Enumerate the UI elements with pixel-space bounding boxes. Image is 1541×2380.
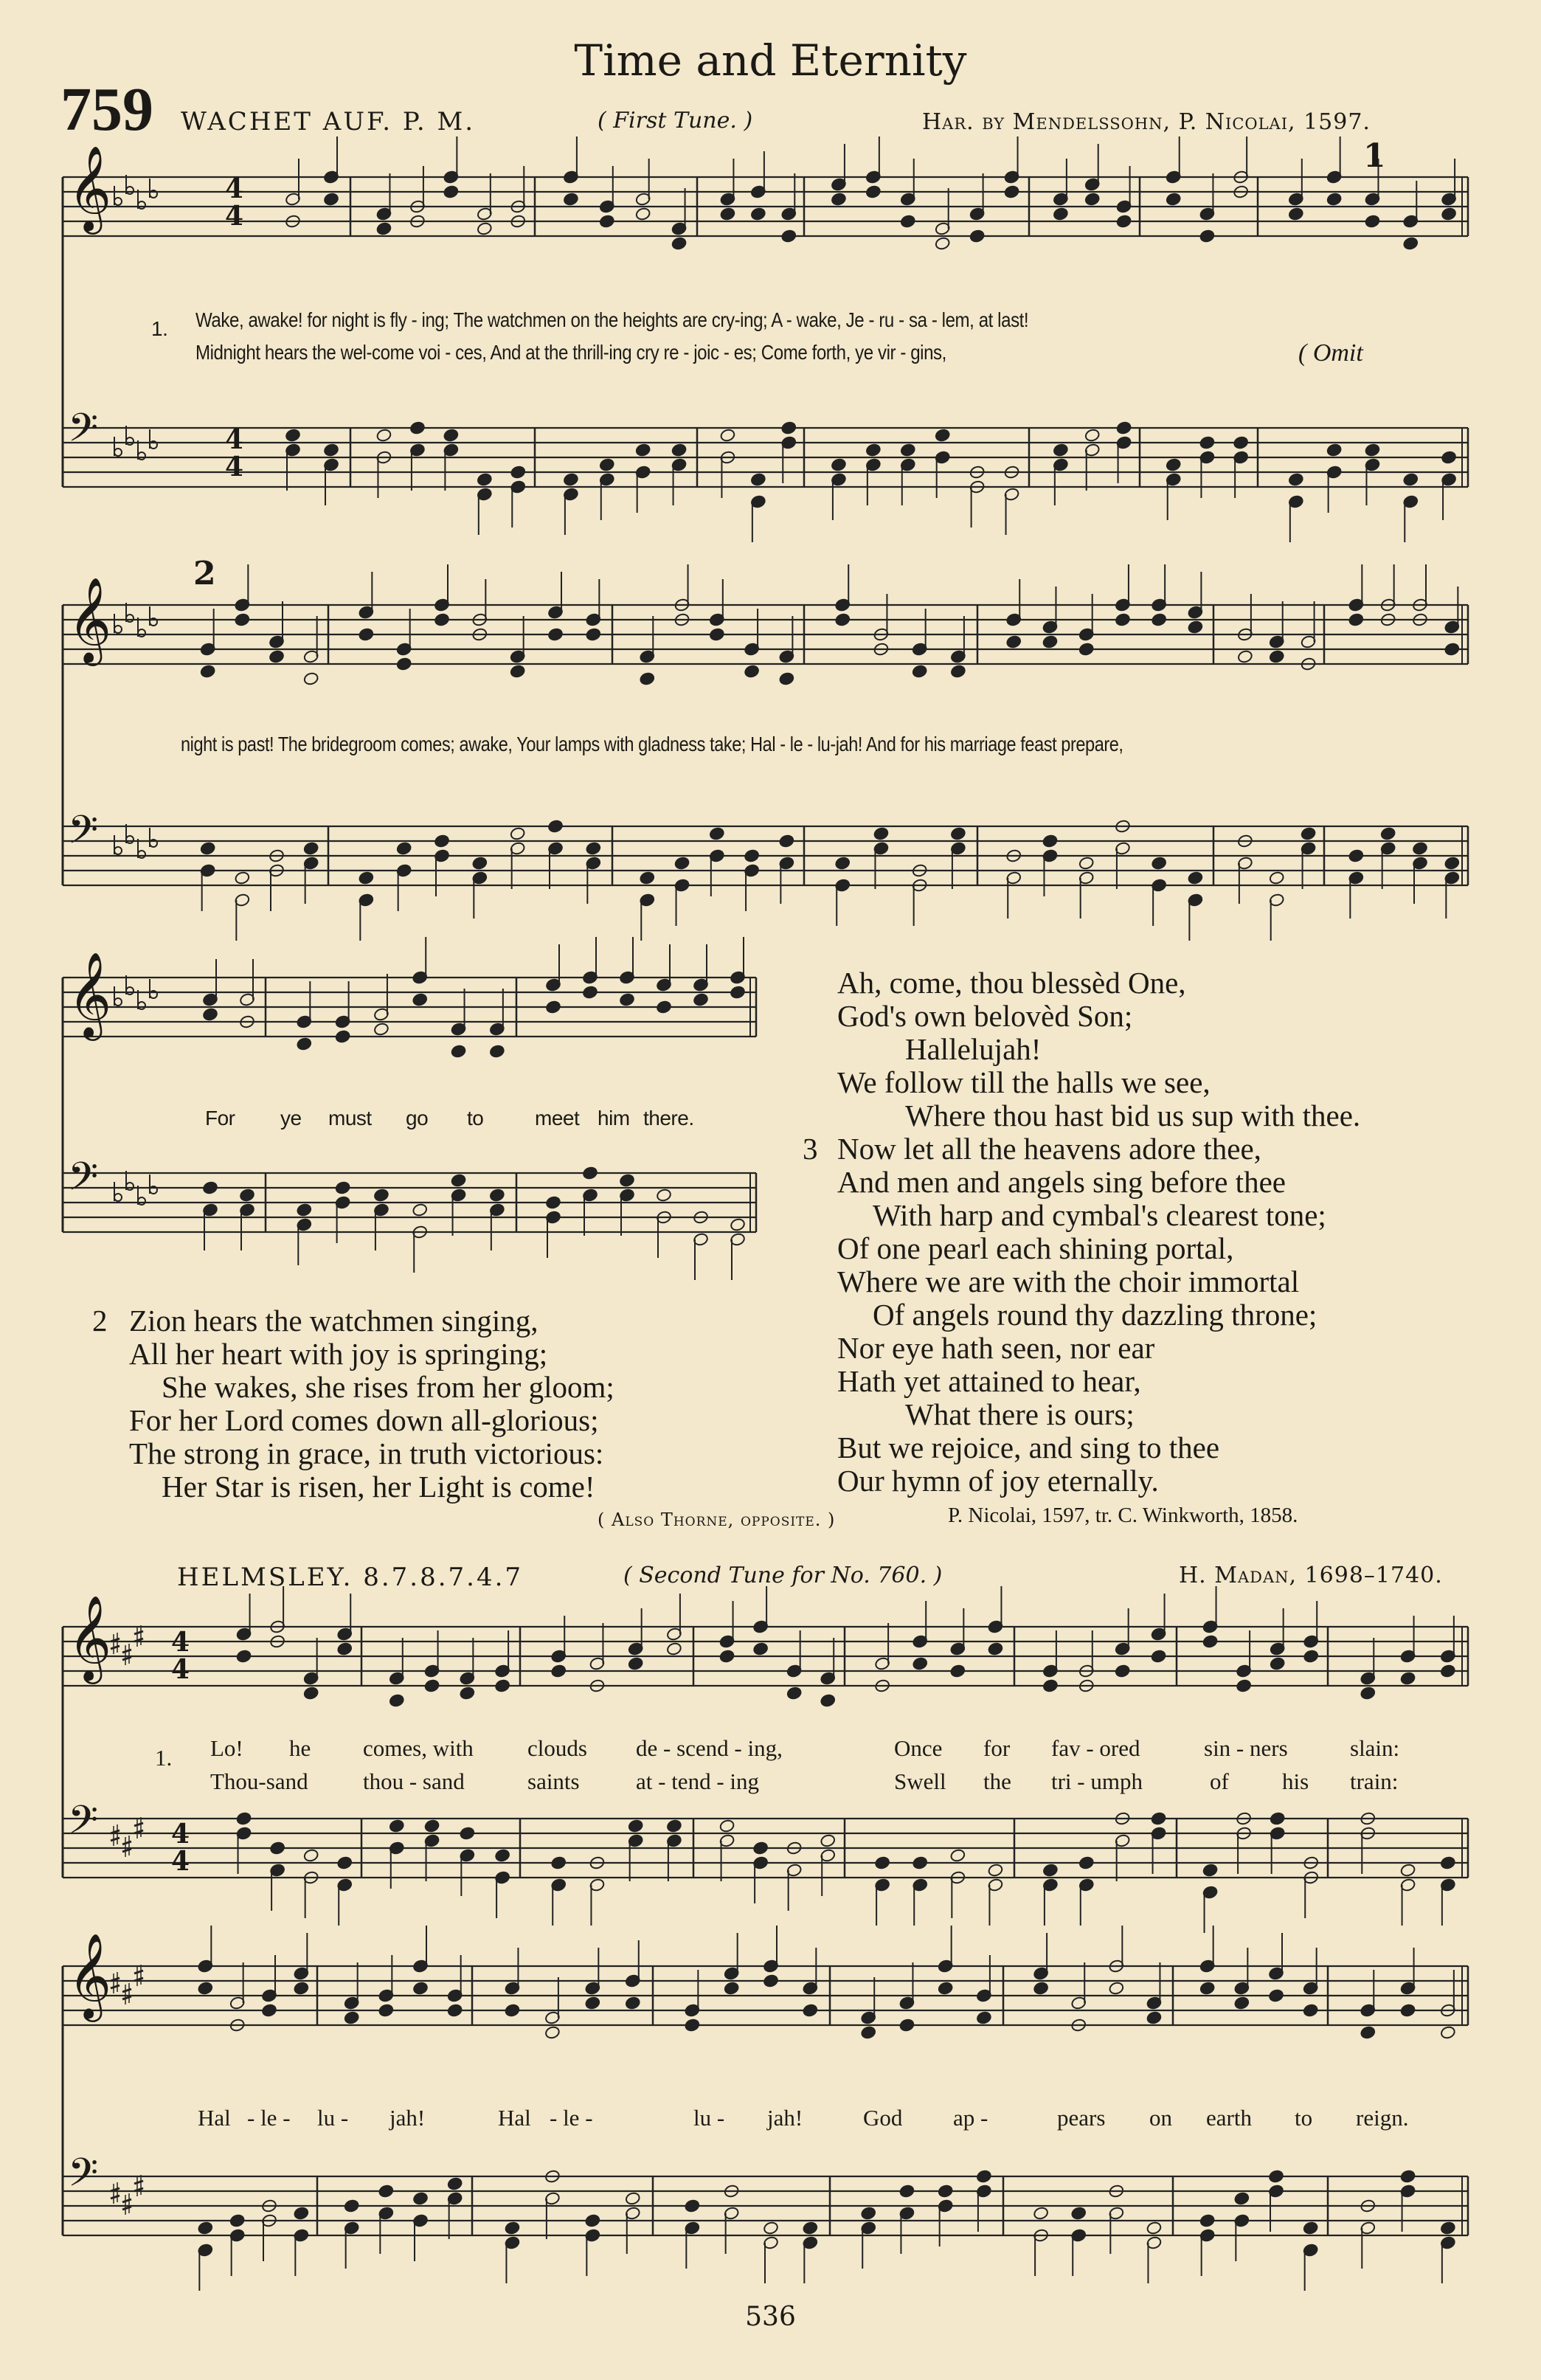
bass-time-signature-top: 4 bbox=[171, 1819, 190, 1850]
verse-1-continuation bbox=[837, 966, 1360, 1132]
lyric-word: go bbox=[406, 1107, 429, 1130]
verse-line: But we rejoice, and sing to thee bbox=[837, 1431, 1220, 1464]
lyric-word: jah! bbox=[389, 2105, 426, 2131]
page-number: 536 bbox=[745, 2302, 796, 2332]
lyric-word: tri - umph bbox=[1051, 1768, 1143, 1794]
lyric-word: sin - ners bbox=[1204, 1735, 1288, 1761]
verse-line: Her Star is risen, her Light is come! bbox=[162, 1470, 595, 1504]
lyric-word: jah! bbox=[767, 2105, 803, 2131]
lyric-word: must bbox=[328, 1107, 372, 1130]
bass-time-signature-top: 4 bbox=[225, 424, 244, 455]
lyric-word: reign. bbox=[1356, 2105, 1409, 2131]
verse-3 bbox=[837, 1132, 1326, 1498]
verse-line: Hath yet attained to hear, bbox=[837, 1364, 1141, 1398]
verse-line: Where thou hast bid us sup with thee. bbox=[905, 1099, 1361, 1132]
lyric-word: clouds bbox=[527, 1735, 587, 1761]
verse-line: Where we are with the choir immortal bbox=[837, 1265, 1300, 1298]
verse-line: Of one pearl each shining portal, bbox=[837, 1231, 1234, 1265]
treble-clef-icon: 𝄞 bbox=[68, 951, 112, 1037]
tune-note: ( First Tune. ) bbox=[598, 108, 753, 134]
treble-clef-icon: 𝄞 bbox=[68, 1594, 112, 1681]
lyric-line: night is past! The bridegroom comes; awake, Your lamps with gladness take; Hal - le - lu-jah! And for his marriage feast prepare, bbox=[181, 733, 1123, 755]
omit-note: ( Omit bbox=[1298, 339, 1363, 367]
lyric-word: on bbox=[1149, 2105, 1172, 2131]
also-note: ( Also Thorne, opposite. ) bbox=[598, 1509, 836, 1530]
verse-number: 3 bbox=[803, 1132, 818, 1166]
lyric-word: to bbox=[467, 1107, 484, 1130]
bass-time-signature-bottom: 4 bbox=[171, 1846, 190, 1877]
second-ending-mark: 2 bbox=[193, 555, 216, 592]
lyric-word: the bbox=[983, 1768, 1011, 1794]
lyric-word: he bbox=[289, 1735, 311, 1761]
verse-line: Our hymn of joy eternally. bbox=[837, 1464, 1159, 1498]
lyric-word: God bbox=[863, 2105, 903, 2131]
lyric-word: de - scend - ing, bbox=[636, 1735, 783, 1761]
lyric-word: slain: bbox=[1350, 1735, 1400, 1761]
treble-clef-icon: 𝄞 bbox=[68, 1932, 112, 2018]
lyric-word: lu - bbox=[693, 2105, 725, 2131]
lyric-word: - le - bbox=[550, 2105, 593, 2131]
lyric-line: Wake, awake! for night is fly - ing; The watchmen on the heights are cry-ing; A - wake, Je - ru - sa - lem, at last! bbox=[195, 308, 1029, 331]
bass-clef-icon: 𝄢 bbox=[68, 2151, 99, 2205]
verse-number: 1. bbox=[155, 1745, 173, 1771]
treble-clef-icon: 𝄞 bbox=[68, 145, 112, 231]
verse-number: 2 bbox=[92, 1304, 108, 1338]
verse-line: The strong in grace, in truth victorious: bbox=[129, 1436, 604, 1470]
lyric-word: pears bbox=[1057, 2105, 1106, 2131]
lyric-word: - le - bbox=[247, 2105, 291, 2131]
lyric-word: for bbox=[983, 1735, 1011, 1761]
lyric-word: comes, with bbox=[363, 1735, 474, 1761]
verse-line: What there is ours; bbox=[905, 1397, 1135, 1431]
author-credit: P. Nicolai, 1597, tr. C. Winkworth, 1858. bbox=[948, 1504, 1298, 1527]
bass-clef-icon: 𝄢 bbox=[68, 1155, 99, 1209]
verse-line: All her heart with joy is springing; bbox=[129, 1337, 548, 1371]
verse-number: 1. bbox=[151, 317, 168, 340]
time-signature-top: 4 bbox=[225, 173, 244, 204]
lyric-word: ye bbox=[280, 1107, 302, 1130]
lyric-word: Swell bbox=[894, 1768, 946, 1794]
lyric-word: saints bbox=[527, 1768, 580, 1794]
lyric-word: fav - ored bbox=[1051, 1735, 1140, 1761]
lyric-word: lu - bbox=[317, 2105, 349, 2131]
lyric-word: Once bbox=[894, 1735, 943, 1761]
lyric-word: earth bbox=[1206, 2105, 1252, 2131]
verse-line: Nor eye hath seen, nor ear bbox=[837, 1331, 1155, 1365]
bass-clef-icon: 𝄢 bbox=[68, 808, 99, 862]
time-signature-top: 4 bbox=[171, 1627, 190, 1658]
treble-clef-icon: 𝄞 bbox=[68, 576, 112, 663]
lyric-word: For bbox=[205, 1107, 235, 1130]
verse-line: Of angels round thy dazzling throne; bbox=[873, 1298, 1317, 1332]
time-signature-bottom: 4 bbox=[171, 1654, 190, 1685]
lyric-word: ap - bbox=[953, 2105, 988, 2131]
lyric-word: thou - sand bbox=[363, 1768, 465, 1794]
lyric-line: Midnight hears the wel-come voi - ces, And at the thrill-ing cry re - joic - es; Come forth, ye vir - gins, bbox=[195, 341, 946, 364]
bass-clef-icon: 𝄢 bbox=[68, 406, 99, 460]
tune-name: WACHET AUF. P. M. bbox=[181, 107, 476, 136]
lyric-word: to bbox=[1295, 2105, 1313, 2131]
first-ending-mark: 1 bbox=[1363, 137, 1386, 175]
tune-name: HELMSLEY. 8.7.8.7.4.7 bbox=[177, 1563, 524, 1592]
verse-line: Zion hears the watchmen singing, bbox=[129, 1304, 539, 1338]
tune-attribution: Har. by Mendelssohn, P. Nicolai, 1597. bbox=[922, 109, 1371, 135]
lyric-word: Hal bbox=[498, 2105, 531, 2131]
lyric-word: meet bbox=[535, 1107, 580, 1130]
time-signature-bottom: 4 bbox=[225, 201, 244, 232]
verse-line: For her Lord comes down all-glorious; bbox=[129, 1403, 599, 1437]
bass-time-signature-bottom: 4 bbox=[225, 452, 244, 482]
verse-line: God's own belovèd Son; bbox=[837, 999, 1133, 1033]
verse-2 bbox=[129, 1304, 614, 1504]
lyric-word: Lo! bbox=[210, 1735, 243, 1761]
verse-line: And men and angels sing before thee bbox=[837, 1165, 1286, 1199]
verse-line: Hallelujah! bbox=[905, 1032, 1042, 1066]
hymn-number: 759 bbox=[60, 75, 153, 144]
lyric-word: there. bbox=[643, 1107, 694, 1130]
verse-line: With harp and cymbal's clearest tone; bbox=[873, 1198, 1326, 1232]
lyric-word: Hal bbox=[198, 2105, 231, 2131]
section-title: Time and Eternity bbox=[574, 35, 967, 86]
tune-attribution: H. Madan, 1698–1740. bbox=[1179, 1563, 1443, 1588]
verse-line: Now let all the heavens adore thee, bbox=[837, 1132, 1261, 1166]
lyric-word: train: bbox=[1350, 1768, 1399, 1794]
lyric-word: Thou-sand bbox=[210, 1768, 308, 1794]
verse-line: She wakes, she rises from her gloom; bbox=[162, 1370, 614, 1404]
bass-clef-icon: 𝄢 bbox=[68, 1798, 99, 1853]
lyric-word: his bbox=[1282, 1768, 1309, 1794]
lyric-word: him bbox=[598, 1107, 630, 1130]
tune-note: ( Second Tune for No. 760. ) bbox=[623, 1563, 943, 1588]
verse-line: Ah, come, thou blessèd One, bbox=[837, 966, 1186, 1000]
lyric-word: at - tend - ing bbox=[636, 1768, 760, 1794]
system-5-music bbox=[63, 1932, 1472, 2250]
verse-line: We follow till the halls we see, bbox=[837, 1065, 1211, 1099]
lyric-word: of bbox=[1210, 1768, 1229, 1794]
